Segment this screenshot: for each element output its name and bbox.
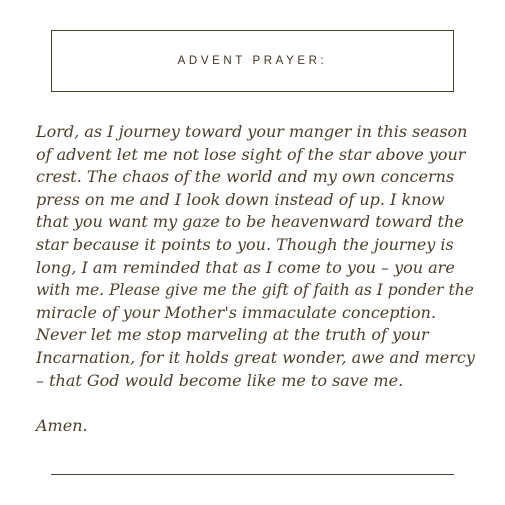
prayer-line: long, I am reminded that as I come to you – you are — [36, 257, 455, 277]
prayer-line: star because it points to you. Though the journey is — [36, 234, 454, 254]
page-title: ADVENT PRAYER: — [177, 55, 328, 67]
prayer-closing: Amen. — [36, 415, 88, 435]
prayer-body — [36, 121, 476, 437]
prayer-line: with me. Please give me the gift of faith as I ponder the — [36, 281, 474, 300]
prayer-line: of advent let me not lose sight of the star above your — [36, 144, 466, 164]
prayer-line: Lord, as I journey toward your manger in this season — [36, 122, 468, 141]
prayer-line: press on me and I look down instead of up. I know — [36, 189, 445, 209]
prayer-line: Never let me stop marveling at the truth of your — [36, 325, 429, 345]
title-box — [51, 30, 454, 92]
prayer-line: that you want my gaze to be heavenward toward the — [36, 212, 464, 232]
prayer-line: – that God would become like me to save me. — [36, 370, 404, 390]
paragraph-spacer — [36, 392, 476, 415]
bottom-divider — [51, 474, 454, 475]
prayer-line: miracle of your Mother's immaculate conception. — [36, 302, 437, 322]
prayer-line: crest. The chaos of the world and my own concerns — [36, 167, 455, 187]
prayer-line: Incarnation, for it holds great wonder, awe and mercy — [36, 347, 475, 367]
